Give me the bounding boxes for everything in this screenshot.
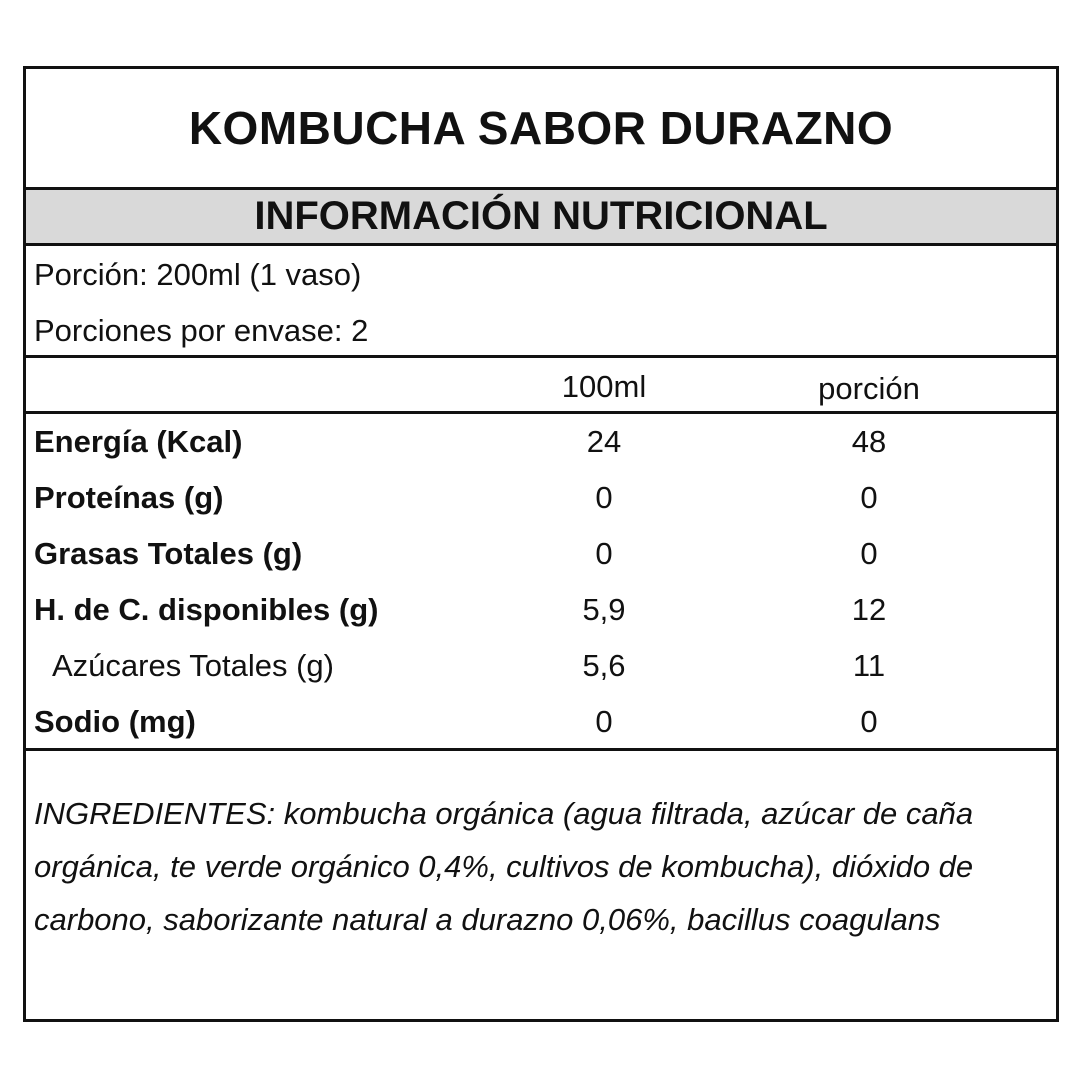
section-title: INFORMACIÓN NUTRICIONAL bbox=[26, 190, 1056, 246]
ingredients-text: INGREDIENTES: kombucha orgánica (agua filtrada, azúcar de caña orgánica, te verde orgánico 0,4%, cultivos de kombucha), dióxido de carbono, saborizante natural a durazno 0,06%, bacillus coagulans bbox=[34, 796, 974, 937]
table-row bbox=[26, 480, 1056, 536]
nutrient-name: Grasas Totales (g) bbox=[34, 536, 303, 571]
column-header-100ml: 100ml bbox=[561, 369, 647, 404]
nutrient-name: Azúcares Totales (g) bbox=[52, 648, 334, 683]
table-row bbox=[26, 536, 1056, 592]
nutrient-name: Proteínas (g) bbox=[34, 480, 224, 515]
value-per-100ml: 0 bbox=[595, 704, 613, 739]
table-row bbox=[26, 704, 1056, 760]
servings-per-container: Porciones por envase: 2 bbox=[34, 313, 369, 348]
value-per-100ml: 0 bbox=[595, 480, 613, 515]
product-title: KOMBUCHA SABOR DURAZNO bbox=[26, 69, 1056, 190]
serving-size: Porción: 200ml (1 vaso) bbox=[34, 257, 362, 292]
nutrition-label bbox=[23, 66, 1059, 1022]
value-per-100ml: 5,6 bbox=[582, 648, 626, 683]
nutrient-name: H. de C. disponibles (g) bbox=[34, 592, 379, 627]
value-per-portion: 11 bbox=[852, 648, 886, 683]
value-per-100ml: 5,9 bbox=[582, 592, 626, 627]
value-per-portion: 0 bbox=[860, 704, 878, 739]
value-per-portion: 48 bbox=[851, 424, 887, 459]
value-per-100ml: 0 bbox=[595, 536, 613, 571]
value-per-100ml: 24 bbox=[586, 424, 622, 459]
value-per-portion: 12 bbox=[851, 592, 887, 627]
column-header-portion: porción bbox=[818, 371, 920, 406]
divider bbox=[26, 411, 1056, 414]
nutrient-name: Energía (Kcal) bbox=[34, 424, 243, 459]
value-per-portion: 0 bbox=[860, 536, 878, 571]
divider bbox=[26, 355, 1056, 358]
value-per-portion: 0 bbox=[860, 480, 878, 515]
table-row bbox=[26, 424, 1056, 480]
table-row bbox=[26, 592, 1056, 648]
divider bbox=[26, 748, 1056, 751]
table-row bbox=[26, 648, 1056, 704]
nutrient-name: Sodio (mg) bbox=[34, 704, 196, 739]
